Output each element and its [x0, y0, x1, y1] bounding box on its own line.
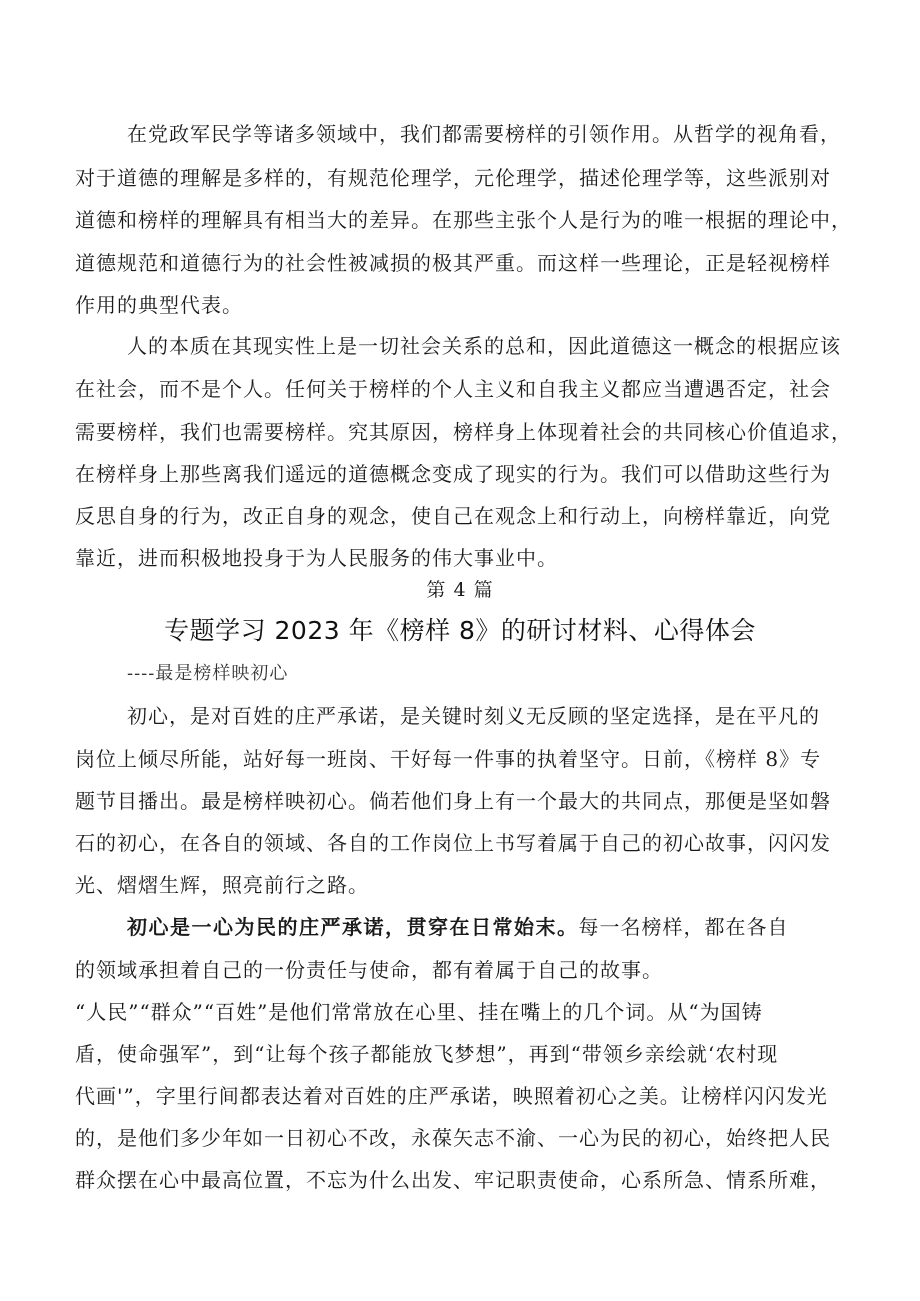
paragraph-line: 题节目播出。最是榜样映初心。倘若他们身上有一个最大的共同点，那便是坚如磐: [75, 789, 831, 813]
paragraph-line: 的，是他们多少年如一日初心不改，永葆矢志不渝、一心为民的初心，始终把人民: [75, 1126, 831, 1150]
emphasis-text: 初心是一心为民的庄严承诺，贯穿在日常始末。: [127, 915, 579, 939]
paragraph-line: 道德规范和道德行为的社会性被减损的极其严重。而这样一些理论，正是轻视榜样: [75, 251, 831, 275]
section-number: 第 4 篇: [426, 579, 494, 601]
paragraph-text: 每一名榜样，都在各自: [578, 915, 789, 939]
paragraph-line: 人的本质在其现实性上是一切社会关系的总和，因此道德这一概念的根据应该: [127, 334, 841, 358]
paragraph-line: [127, 913, 789, 941]
paragraph-line: 群众摆在心中最高位置，不忘为什么出发、牢记职责使命，心系所急、情系所难，: [75, 1168, 831, 1192]
document-title: 专题学习 2023 年《榜样 8》的研讨材料、心得体会: [164, 616, 756, 645]
paragraph-line: 光、熠熠生辉，照亮前行之路。: [75, 873, 369, 897]
paragraph-line: 岗位上倾尽所能，站好每一班岗、干好每一件事的执着坚守。日前，《榜样 8》专: [75, 747, 822, 771]
paragraph-line: 在榜样身上那些离我们遥远的道德概念变成了现实的行为。我们可以借助这些行为: [75, 462, 831, 486]
paragraph-line: 代画'”，字里行间都表达着对百姓的庄严承诺，映照着初心之美。让榜样闪闪发光: [75, 1084, 828, 1108]
paragraph-line: 对于道德的理解是多样的，有规范伦理学，元伦理学，描述伦理学等，这些派别对: [75, 166, 831, 190]
paragraph-line: 靠近，进而积极地投身于为人民服务的伟大事业中。: [75, 546, 558, 570]
paragraph-line: 作用的典型代表。: [75, 293, 243, 317]
paragraph-line: “人民”“群众”“百姓”是他们常常放在心里、挂在嘴上的几个词。从“为国铸: [75, 1000, 763, 1024]
paragraph-line: 在社会，而不是个人。任何关于榜样的个人主义和自我主义都应当遭遇否定，社会: [75, 377, 831, 401]
paragraph-line: 需要榜样，我们也需要榜样。究其原因，榜样身上体现着社会的共同核心价值追求，: [75, 420, 852, 444]
paragraph-line: 初心，是对百姓的庄严承诺，是关键时刻义无反顾的坚定选择，是在平凡的: [127, 704, 820, 728]
paragraph-line: 反思自身的行为，改正自身的观念，使自己在观念上和行动上，向榜样靠近，向党: [75, 504, 831, 528]
paragraph-line: 盾，使命强军”，到“让每个孩子都能放飞梦想”，再到“带领乡亲绘就‘农村现: [75, 1042, 779, 1066]
paragraph-line: 的领域承担着自己的一份责任与使命，都有着属于自己的故事。: [75, 958, 663, 982]
paragraph-line: 道德和榜样的理解具有相当大的差异。在那些主张个人是行为的唯一根据的理论中，: [75, 208, 852, 232]
paragraph-line: 在党政军民学等诸多领域中，我们都需要榜样的引领作用。从哲学的视角看，: [127, 122, 841, 146]
document-subtitle: ----最是榜样映初心: [127, 663, 289, 684]
paragraph-line: 石的初心，在各自的领域、各自的工作岗位上书写着属于自己的初心故事，闪闪发: [75, 831, 831, 855]
